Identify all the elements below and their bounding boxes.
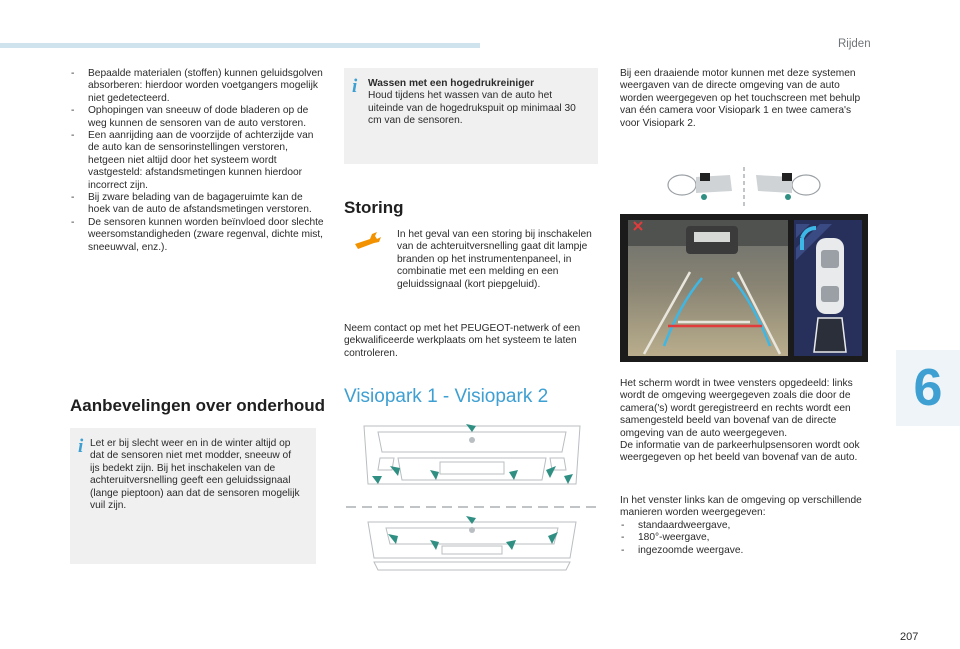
section-label: Rijden xyxy=(838,38,871,50)
sensor-location-illustration xyxy=(344,418,600,576)
list-item: - Ophopingen van sneeuw of dode bladeren op de weg kunnen de sensoren van de auto verstoren. xyxy=(70,105,325,130)
visiopark-heading: Visiopark 1 - Visiopark 2 xyxy=(344,386,549,407)
list-item: - De sensoren kunnen worden beïnvloed door slechte weersomstandigheden (zware regenval, dichte mist, sneeuwval, enz.). xyxy=(70,217,325,254)
washing-info-title: Wassen met een hogedrukreiniger xyxy=(368,78,535,89)
header-color-bar xyxy=(0,43,480,48)
view-modes-text xyxy=(620,495,872,557)
page-number: 207 xyxy=(900,631,919,643)
sensor-info-paragraph: De informatie van de parkeerhulpsensoren wordt ook weergegeven op het beeld van bovenaf van de auto. xyxy=(620,440,860,464)
chapter-number: 6 xyxy=(913,359,943,417)
contact-text: Neem contact op met het PEUGEOT-netwerk of een gekwalificeerde werkplaats om het systeem te laten controleren. xyxy=(344,323,581,359)
column-1 xyxy=(70,68,325,254)
list-item: - Een aanrijding aan de voorzijde of achterzijde van de auto kan de sensorinstellingen verstoren, hetgeen niet altijd door het systeem wordt vastgesteld: afstandsmetingen kunnen hierdoor incorrect zijn. xyxy=(70,130,325,192)
list-item: - standaardweergave, xyxy=(620,520,872,532)
maintenance-info-text: Let er bij slecht weer en in de winter altijd op dat de sensoren niet met modder, sneeuw of ijs bedekt zijn. Bij het inschakelen van de achteruitversnelling geeft een geluidssignaal (lange pieptoon) aan dat de sensoren mogelijk vuil zijn. xyxy=(90,438,300,512)
list-item: - Bij zware belading van de bagageruimte kan de hoek van de auto de afstandsmetingen verstoren. xyxy=(70,192,325,217)
list-item: - ingezoomde weergave. xyxy=(620,545,872,557)
list-item: - Bepaalde materialen (stoffen) kunnen geluidsgolven absorberen: hierdoor worden voetgangers mogelijk niet gedetecteerd. xyxy=(70,68,325,105)
info-icon: i xyxy=(352,76,358,97)
wrench-warning-icon xyxy=(352,230,384,252)
maintenance-info-box xyxy=(70,428,316,564)
camera-position-icons xyxy=(660,167,828,207)
info-icon: i xyxy=(78,436,84,457)
chapter-tab xyxy=(896,350,960,426)
washing-info-box xyxy=(344,68,598,164)
maintenance-heading: Aanbevelingen over onderhoud xyxy=(70,396,326,415)
washing-info-text: Houd tijdens het wassen van de auto het uiteinde van de hogedrukspuit op minimaal 30 cm van de sensoren. xyxy=(368,90,576,127)
screen-split-text xyxy=(620,378,872,465)
list-item: - 180°-weergave, xyxy=(620,532,872,544)
warning-lamp-text: In het geval van een storing bij inschakelen van de achteruitversnelling gaat dit lampje branden op het instrumentenpaneel, in combinatie met een melding en een geluidssignaal (kort piepgeluid). xyxy=(397,229,592,290)
view-modes-list xyxy=(620,520,872,557)
visiopark-screen-illustration xyxy=(620,214,868,362)
limitations-list xyxy=(70,68,325,254)
storing-heading: Storing xyxy=(344,198,404,217)
view-modes-intro: In het venster links kan de omgeving op verschillende manieren worden weergegeven: xyxy=(620,495,862,519)
screen-split-paragraph: Het scherm wordt in twee vensters opgedeeld: links wordt de omgeving weergegeven zoals die door de camera('s) wordt geregistreerd en rechts wordt een samengesteld beeld van bovenaf van de directe omgeving van de auto weergegeven. xyxy=(620,378,853,439)
visiopark-intro: Bij een draaiende motor kunnen met deze systemen weergaven van de directe omgeving van de auto worden weergegeven op het touchscreen met behulp van één camera voor Visiopark 1 en twee camera's voor Visiopark 2. xyxy=(620,68,861,129)
